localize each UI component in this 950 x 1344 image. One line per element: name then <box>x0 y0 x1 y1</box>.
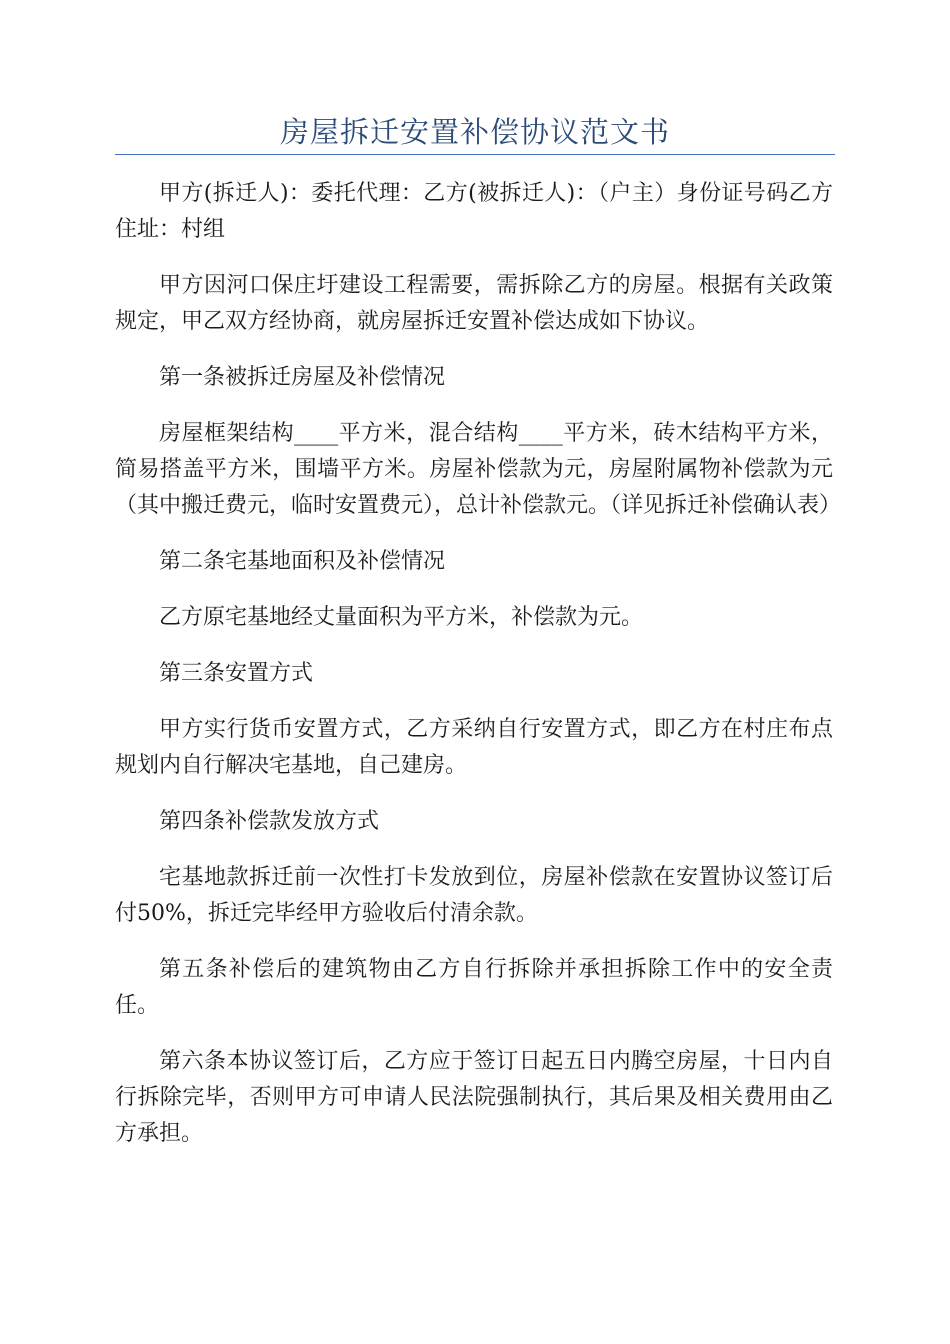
title-underline <box>115 154 835 155</box>
article-1-heading: 第一条被拆迁房屋及补偿情况 <box>159 365 446 390</box>
article-3-body: 甲方实行货币安置方式，乙方采纳自行安置方式，即乙方在村庄布点规划内自行解决宅基地，自己建房。 <box>115 717 833 778</box>
article-2-body: 乙方原宅基地经丈量面积为平方米，补偿款为元。 <box>159 605 644 630</box>
document-title: 房屋拆迁安置补偿协议范文书 <box>279 115 670 149</box>
party-info-paragraph: 甲方(拆迁人)：委托代理：乙方(被拆迁人)：（户主）身份证号码乙方住址：村组 <box>115 181 833 242</box>
article-5-paragraph: 第五条补偿后的建筑物由乙方自行拆除并承担拆除工作中的安全责任。 <box>115 957 833 1018</box>
article-6-paragraph: 第六条本协议签订后，乙方应于签订日起五日内腾空房屋，十日内自行拆除完毕，否则甲方可申请人民法院强制执行，其后果及相关费用由乙方承担。 <box>115 1049 833 1146</box>
article-4-heading: 第四条补偿款发放方式 <box>159 809 380 834</box>
article-4-body: 宅基地款拆迁前一次性打卡发放到位，房屋补偿款在安置协议签订后付50%，拆迁完毕经甲方验收后付清余款。 <box>115 865 833 926</box>
article-2-heading: 第二条宅基地面积及补偿情况 <box>159 549 446 574</box>
preamble-paragraph: 甲方因河口保庄圩建设工程需要，需拆除乙方的房屋。根据有关政策规定，甲乙双方经协商，就房屋拆迁安置补偿达成如下协议。 <box>115 273 833 334</box>
article-1-body: 房屋框架结构____平方米，混合结构____平方米，砖木结构平方米，简易搭盖平方米，围墙平方米。房屋补偿款为元，房屋附属物补偿款为元（其中搬迁费元，临时安置费元），总计补偿款元。（详见拆迁补偿确认表） <box>115 421 842 518</box>
article-3-heading: 第三条安置方式 <box>159 661 314 686</box>
document-body <box>115 176 842 1172</box>
